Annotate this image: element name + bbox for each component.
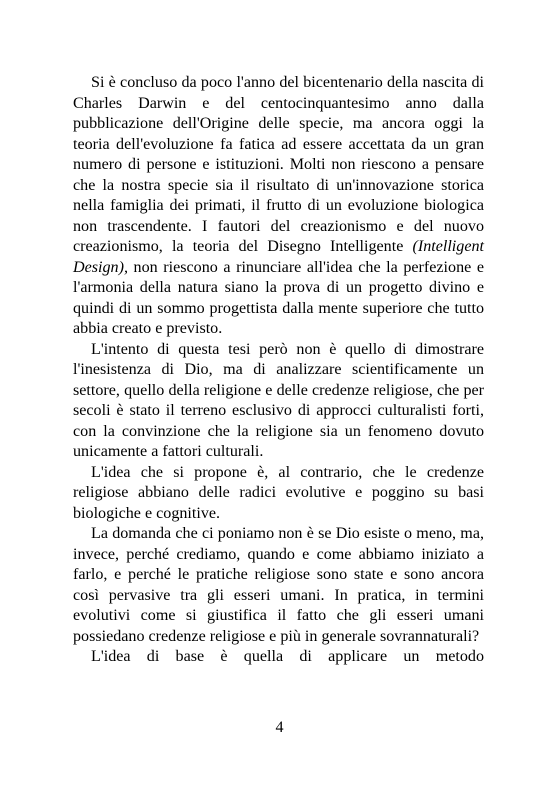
paragraph-thesis-intent: L'intento di questa tesi però non è quello di dimostrare l'inesistenza di Dio, ma di analizzare scientificamente un settore, quello della religione e delle credenze religiose, che per secoli è stato il terreno esclusivo di approcci culturalisti forti, con la convinzione che la religione sia un fenomeno dovuto unicamente a fattori culturali.	[73, 340, 484, 460]
page-body	[73, 73, 484, 668]
italic-term-intelligent-design: (Intelligent Design),	[73, 238, 484, 276]
paragraph-question: La domanda che ci poniamo non è se Dio esiste o meno, ma, invece, perché crediamo, quando e come abbiamo iniziato a farlo, e perché le pratiche religiose sono state e sono ancora così pervasive tra gli esseri umani. In pratica, in termini evolutivi come si giustifica il fatto che gli esseri umani possiedano credenze religiose e più in generale sovrannaturali?	[73, 525, 484, 645]
paragraph-proposal: L'idea che si propone è, al contrario, che le credenze religiose abbiano delle radici evolutive e poggino su basi biologiche e cognitive.	[73, 463, 484, 522]
paragraph-method: L'idea di base è quella di applicare un metodo	[91, 648, 484, 665]
paragraph-intro	[73, 73, 484, 340]
paragraph-intro-text-end: non riescono a rinunciare all'idea che la perfezione e l'armonia della natura siano la prova di un progetto divino e quindi di un sommo progettista dalla mente superiore che tutto abbia creato e previsto.	[73, 258, 484, 337]
page-number: 4	[275, 719, 284, 736]
paragraph-intro-text-start: Si è concluso da poco l'anno del bicentenario della nascita di Charles Darwin e del centocinquantesimo anno dalla pubblicazione dell'Origine delle specie, ma ancora oggi la teoria dell'evoluzione fa fatica ad essere accettata da un gran numero di persone e istituzioni. Molti non riescono a pensare che la nostra specie sia il risultato di un'innovazione storica nella famiglia dei primati, il frutto di un evoluzione biologica non trascendente. I fautori del creazionismo e del nuovo creazionismo, la teoria del Disegno Intelligente	[73, 74, 484, 255]
